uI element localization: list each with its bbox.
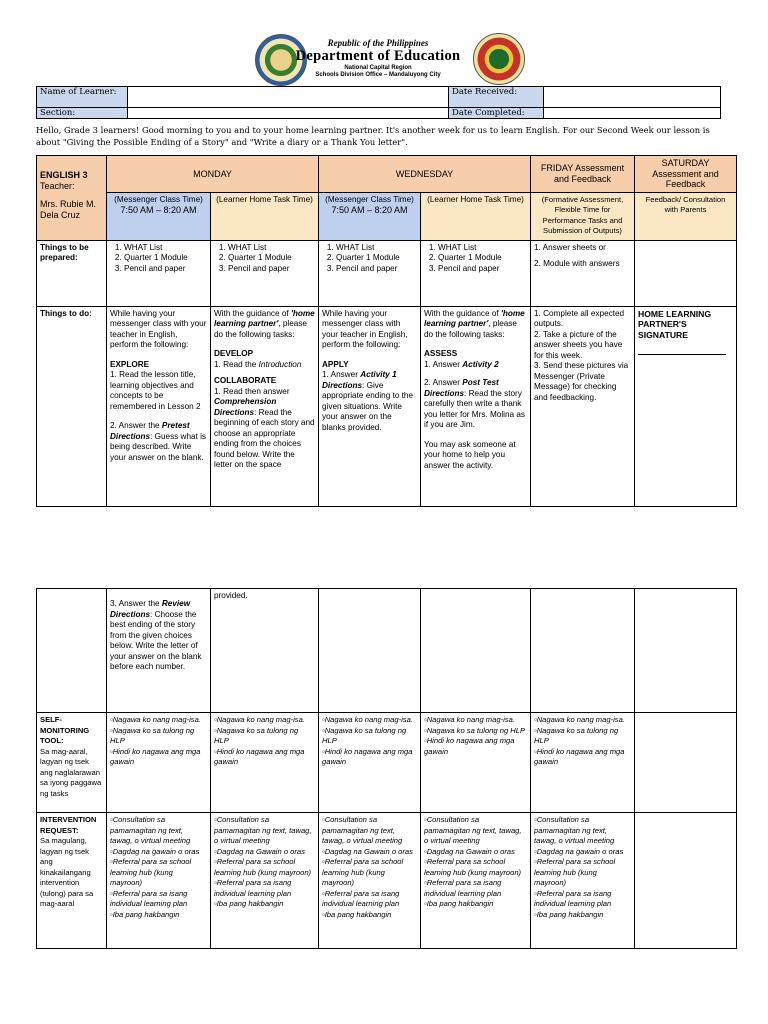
- self-monitoring-desc: Sa mag-aaral, lagyan ng tsek ang naglalarawan sa iyong paggawa ng tasks: [40, 746, 102, 798]
- text: 1. Read then answer: [214, 386, 290, 396]
- checkbox-option[interactable]: ▫Referral para sa school learning hub (kung mayroon): [214, 857, 312, 877]
- messenger-time-label: (Messenger Class Time): [325, 194, 414, 204]
- subject: ENGLISH 3: [40, 170, 88, 180]
- saturday-intervention: [635, 813, 737, 949]
- checkbox-option[interactable]: ▫Referral para sa isang individual learning plan: [534, 888, 612, 908]
- header-department: Department of Education: [295, 48, 461, 64]
- wednesday-home-task-time: (Learner Home Task Time): [421, 192, 531, 240]
- provided-text: provided.: [214, 591, 248, 600]
- monday-msg-todo: [107, 306, 211, 506]
- wednesday-home-intervention[interactable]: [421, 813, 531, 949]
- checkbox-option[interactable]: ▫Hindi ko nagawa ang mga gawain: [534, 746, 625, 766]
- monday-home-prepared: [211, 240, 319, 306]
- explore-heading: EXPLORE: [110, 359, 150, 369]
- teacher-name: Mrs. Rubie M. Dela Cruz: [40, 199, 97, 220]
- wednesday-msg-continued: [319, 589, 421, 713]
- wednesday-msg-self[interactable]: [319, 713, 421, 813]
- wednesday-msg-intervention[interactable]: [319, 813, 421, 949]
- list-item: 1. WHAT List: [228, 243, 315, 254]
- introduction-label: Introduction: [258, 359, 302, 369]
- hlp-label: 'home learning partner': [214, 308, 315, 328]
- activity1-label: Activity 1 Directions: [322, 370, 397, 390]
- name-label: Name of Learner:: [37, 87, 128, 108]
- list-item: 3. Pencil and paper: [438, 264, 527, 275]
- collaborate-heading: COLLABORATE: [214, 376, 277, 385]
- subject-cell: [37, 156, 107, 241]
- pretest-label: Pretest Directions: [110, 421, 190, 441]
- saturday-todo: [635, 306, 737, 506]
- monday-home-task-time: (Learner Home Task Time): [211, 192, 319, 240]
- friday-todo-1: 1. Complete all expected outputs.: [534, 308, 625, 328]
- list-item: 1. WHAT List: [438, 243, 527, 254]
- review-label: Review Directions: [110, 599, 191, 619]
- text: 2. Answer: [424, 378, 460, 387]
- wednesday-home-continued: [421, 589, 531, 713]
- intervention-desc: Sa magulang, lagyan ng tsek ang kinakailangang intervention (tulong) para sa mag-aaral: [40, 836, 94, 908]
- wednesday-home-prepared: [421, 240, 531, 306]
- intro-text: Hello, Grade 3 learners! Good morning to you and to your home learning partner. It's another week for us to learn English. For our Second Week our lesson is about "Giving the Possible Ending of a Story" and "Write a diary or a Thank You letter".: [36, 125, 710, 147]
- section-field[interactable]: [128, 108, 449, 119]
- posttest-label: Post Test Directions: [424, 378, 499, 398]
- friday-prepared-2: 2. Module with answers: [534, 259, 620, 268]
- saturday-subheader: Feedback/ Consultation with Parents: [635, 192, 737, 240]
- learner-info-table: [36, 86, 721, 119]
- develop-heading: DEVELOP: [214, 349, 254, 358]
- time-range: 7:50 AM – 8:20 AM: [120, 205, 197, 215]
- section-label: Section:: [37, 108, 128, 119]
- checkbox-option[interactable]: ▫Dagdag na Gawain o oras: [424, 846, 515, 856]
- intervention-title: INTERVENTION REQUEST:: [40, 815, 97, 835]
- checkbox-option[interactable]: ▫Nagawa ko sa tulong ng HLP: [110, 725, 195, 745]
- signature-label: HOME LEARNING PARTNER'S SIGNATURE: [638, 308, 712, 340]
- checkbox-option[interactable]: ▫Referral para sa school learning hub (kung mayroon): [322, 857, 404, 887]
- checkbox-option[interactable]: ▫Nagawa ko nang mag-isa.: [110, 715, 201, 724]
- list-item: 2. Quarter 1 Module: [228, 253, 315, 264]
- monday-review: [107, 589, 211, 713]
- explore-step-1: 1. Read the lesson title, learning objectives and concepts to be remembered in Lesson 2: [110, 370, 201, 411]
- date-completed-label: Date Completed:: [449, 108, 544, 119]
- list-item: 3. Pencil and paper: [124, 264, 207, 275]
- text: : Read the beginning of each story and choose an appropriate ending from the choices found below. Write the letter on the space: [214, 407, 315, 469]
- self-monitoring-title: SELF-MONITORING TOOL:: [40, 715, 90, 745]
- checkbox-option[interactable]: ▫Iba pang hakbangin: [214, 899, 284, 908]
- checkbox-option[interactable]: ▫Nagawa ko nang mag-isa.: [424, 715, 515, 724]
- friday-intervention[interactable]: [531, 813, 635, 949]
- friday-continued: [531, 589, 635, 713]
- checkbox-option[interactable]: ▫Referral para sa isang individual learning plan: [424, 878, 502, 898]
- wednesday-header: WEDNESDAY: [319, 156, 531, 193]
- comprehension-label: Comprehension Directions: [214, 397, 277, 417]
- self-monitoring-label: [37, 713, 107, 813]
- explore-step-2: [110, 421, 207, 463]
- date-completed-field[interactable]: [544, 108, 721, 119]
- date-received-label: Date Received:: [449, 87, 544, 108]
- prepared-label: Things to be prepared:: [37, 240, 107, 306]
- friday-subheader: (Formative Assessment, Flexible Time for Performance Tasks and Submission of Outputs): [531, 192, 635, 240]
- checkbox-option[interactable]: ▫Nagawa ko sa tulong ng HLP: [214, 725, 299, 745]
- checkbox-option[interactable]: ▫Consultation sa pamamagitan ng text, tawag, o virtual meeting: [424, 815, 522, 845]
- friday-todo-3: 3. Send these pictures via Messenger (Private Message) for checking and feedbacking.: [534, 361, 629, 402]
- intervention-label: [37, 813, 107, 949]
- text: 1. Answer: [322, 370, 358, 379]
- checkbox-option[interactable]: ▫Hindi ko nagawa ang mga gawain: [424, 736, 515, 756]
- monday-home-todo: [211, 306, 319, 506]
- checkbox-option[interactable]: ▫Referral para sa school learning hub (kung mayroon): [534, 857, 616, 887]
- checkbox-option[interactable]: ▫Dagdag na gawain o oras: [110, 846, 200, 856]
- checkbox-option[interactable]: ▫Consultation sa pamamagitan ng text, tawag, o virtual meeting: [322, 815, 403, 845]
- checkbox-option[interactable]: ▫Iba pang hakbangin: [110, 909, 180, 919]
- list-item: 1. WHAT List: [124, 243, 207, 254]
- signature-line[interactable]: [638, 342, 726, 355]
- saturday-header: SATURDAY Assessment and Feedback: [635, 156, 737, 193]
- time-range: 7:50 AM – 8:20 AM: [331, 205, 408, 215]
- wednesday-messenger-time: [319, 192, 421, 240]
- monday-home-intervention[interactable]: [211, 813, 319, 949]
- checkbox-option[interactable]: ▫Referral para sa isang individual learning plan: [322, 888, 400, 908]
- checkbox-option[interactable]: ▫Nagawa ko nang mag-isa.: [534, 715, 625, 724]
- list-item: 3. Pencil and paper: [336, 264, 417, 275]
- apply-heading: APPLY: [322, 359, 349, 369]
- wednesday-home-self[interactable]: [421, 713, 531, 813]
- text: , please do the following tasks:: [214, 319, 307, 339]
- friday-self[interactable]: [531, 713, 635, 813]
- todo-intro: While having your messenger class with your teacher in English, perform the following:: [110, 308, 207, 349]
- assess-heading: ASSESS: [424, 349, 458, 358]
- saturday-prepared: [635, 240, 737, 306]
- text: 1. Read the: [214, 359, 257, 369]
- schedule-table-bottom: [36, 588, 737, 949]
- saturday-continued: [635, 589, 737, 713]
- text: 2. Answer the: [110, 421, 160, 430]
- friday-header: FRIDAY Assessment and Feedback: [531, 156, 635, 193]
- assess-note: You may ask someone at your home to help you answer the activity.: [424, 439, 516, 470]
- todo-intro: While having your messenger class with your teacher in English, perform the following:: [322, 308, 408, 349]
- checkbox-option[interactable]: ▫Referral para sa school learning hub (kung mayroon): [424, 857, 522, 877]
- list-item: 3. Pencil and paper: [228, 264, 315, 275]
- checkbox-option[interactable]: ▫Nagawa ko sa tulong ng HLP: [534, 725, 619, 745]
- text: With the guidance of: [424, 308, 499, 318]
- checkbox-option[interactable]: ▫Referral para sa isang individual learning plan: [214, 878, 292, 898]
- monday-msg-intervention[interactable]: [107, 813, 211, 949]
- text: 3. Answer the: [110, 599, 160, 608]
- monday-messenger-time: [107, 192, 211, 240]
- checkbox-option[interactable]: ▫Iba pang hakbangin: [322, 909, 392, 919]
- text: , please do the following tasks:: [424, 319, 517, 339]
- checkbox-option[interactable]: ▫Hindi ko nagawa ang mga gawain: [110, 746, 201, 766]
- monday-msg-prepared: [107, 240, 211, 306]
- monday-msg-self[interactable]: [107, 713, 211, 813]
- activity2-label: Activity 2: [462, 359, 499, 369]
- checkbox-option[interactable]: ▫Consultation sa pamamagitan ng text, tawag, o virtual meeting: [110, 815, 191, 845]
- wednesday-msg-prepared: [319, 240, 421, 306]
- text: With the guidance of: [214, 308, 289, 318]
- friday-todo: [531, 306, 635, 506]
- text: : Give appropriate ending to the given situations. Write your answer on the blanks provided.: [322, 380, 414, 432]
- list-item: 2. Quarter 1 Module: [336, 253, 417, 264]
- monday-home-continued: [211, 589, 319, 713]
- checkbox-option[interactable]: ▫Nagawa ko sa tulong ng HLP: [424, 725, 526, 735]
- checkbox-option[interactable]: ▫Referral para sa school learning hub (kung mayroon): [110, 857, 192, 887]
- checkbox-option[interactable]: ▫Iba pang hakbangin: [424, 899, 494, 908]
- continued-label-cell: [37, 589, 107, 713]
- messenger-time-label: (Messenger Class Time): [114, 194, 203, 204]
- hlp-label: 'home learning partner': [424, 308, 525, 328]
- schedule-table-top: [36, 155, 737, 507]
- checkbox-option[interactable]: ▫Dagdag na gawain o oras: [534, 846, 624, 856]
- checkbox-option[interactable]: ▫Nagawa ko sa tulong ng HLP: [322, 725, 407, 745]
- checkbox-option[interactable]: ▫Nagawa ko nang mag-isa.: [214, 715, 305, 724]
- checkbox-option[interactable]: ▫Consultation sa pamamagitan ng text, tawag, o virtual meeting: [214, 815, 312, 845]
- text: : Read the story carefully then write a thank you letter for Mrs. Molina as if you are Jim.: [424, 388, 526, 429]
- header-division: Schools Division Office – Mandaluyong City: [315, 72, 441, 78]
- checkbox-option[interactable]: ▫Hindi ko nagawa ang mga gawain: [214, 746, 305, 766]
- wednesday-home-todo: [421, 306, 531, 506]
- header-region: National Capital Region: [344, 65, 412, 71]
- friday-todo-2: 2. Take a picture of the answer sheets you have for this week.: [534, 329, 623, 360]
- checkbox-option[interactable]: ▫Referral para sa isang individual learning plan: [110, 888, 188, 908]
- todo-label: Things to do:: [37, 306, 107, 506]
- list-item: 2. Quarter 1 Module: [438, 253, 527, 264]
- name-field[interactable]: [128, 87, 449, 108]
- list-item: 1. WHAT List: [336, 243, 417, 254]
- monday-home-self[interactable]: [211, 713, 319, 813]
- friday-prepared: [531, 240, 635, 306]
- friday-prepared-1: 1. Answer sheets or: [534, 242, 606, 252]
- list-item: 2. Quarter 1 Module: [124, 253, 207, 264]
- monday-header: MONDAY: [107, 156, 319, 193]
- text: 1. Answer: [424, 359, 460, 369]
- checkbox-option[interactable]: ▫Dagdag na Gawain o oras: [322, 846, 413, 856]
- saturday-self: [635, 713, 737, 813]
- checkbox-option[interactable]: ▫Dagdag na Gawain o oras: [214, 846, 305, 856]
- checkbox-option[interactable]: ▫Iba pang hakbangin: [534, 909, 604, 919]
- checkbox-option[interactable]: ▫Consultation sa pamamagitan ng text, tawag, o virtual meeting: [534, 815, 615, 845]
- teacher-label: Teacher:: [40, 180, 75, 191]
- text: : Guess what is being described. Write your answer on the blank.: [110, 431, 207, 462]
- header-republic: Republic of the Philippines: [327, 38, 429, 48]
- checkbox-option[interactable]: ▫Hindi ko nagawa ang mga gawain: [322, 746, 413, 766]
- wednesday-msg-todo: [319, 306, 421, 506]
- checkbox-option[interactable]: ▫Nagawa ko nang mag-isa.: [322, 715, 413, 724]
- date-received-field[interactable]: [544, 87, 721, 108]
- text: : Choose the best ending of the story from the given choices below. Write the letter of your answer on the blank before each number.: [110, 609, 202, 671]
